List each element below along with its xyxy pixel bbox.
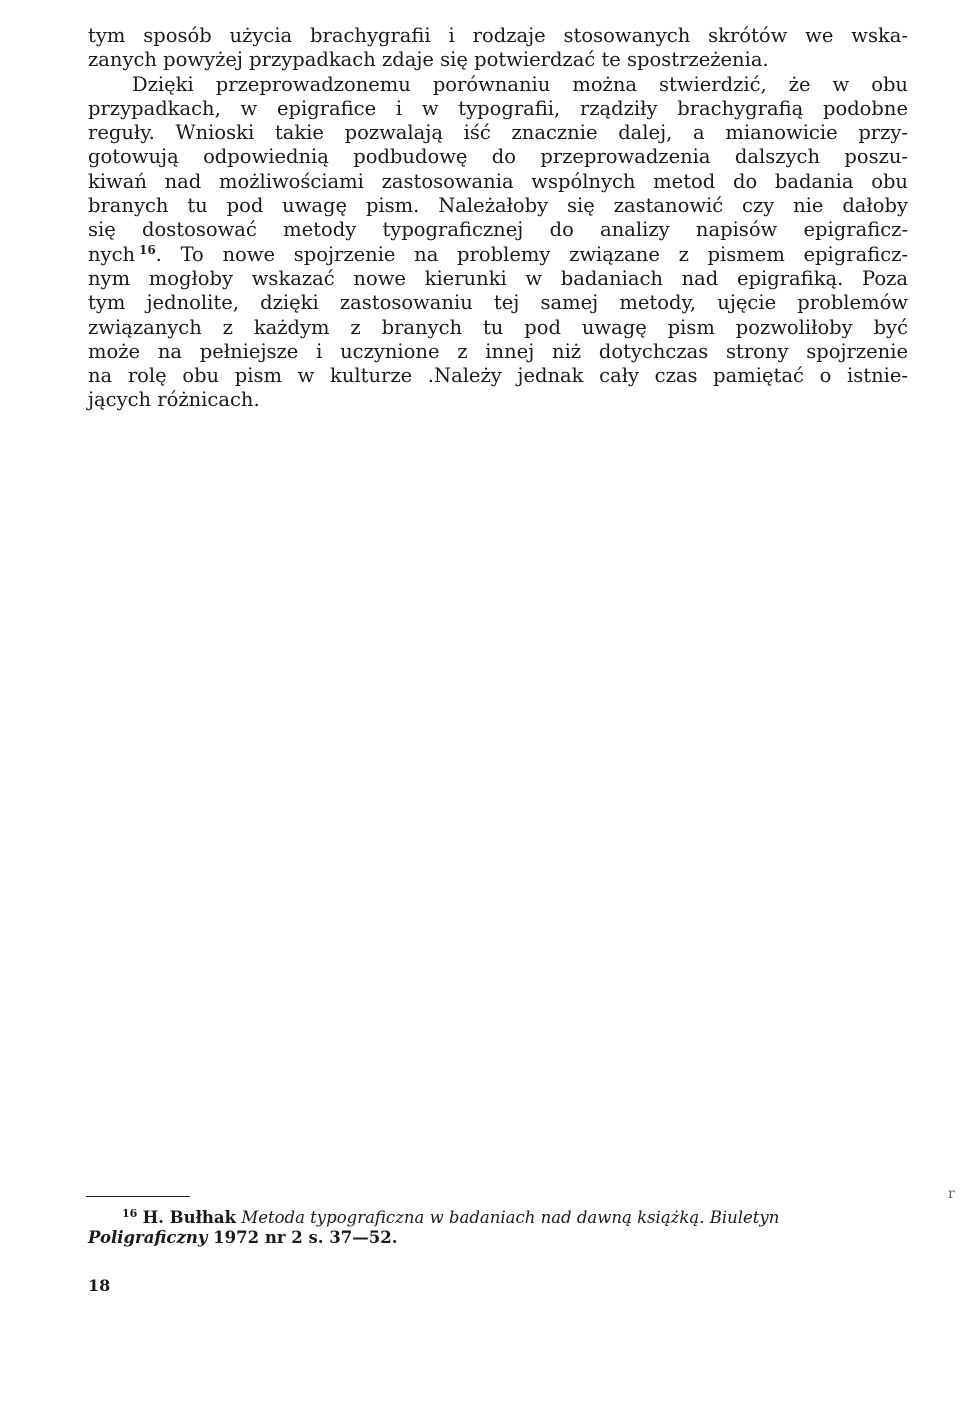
text-line: na rolę obu pism w kulturze .Należy jednak cały czas pamiętać o istnie-: [88, 364, 908, 388]
footnote-number: 16: [122, 1207, 138, 1220]
footnote: [88, 1208, 908, 1248]
text-line: jących różnicach.: [88, 388, 260, 412]
footnote-journal-continuation: Poligraficzny: [88, 1228, 214, 1247]
text-line: reguły. Wnioski takie pozwalają iść znacznie dalej, a mianowicie przy-: [88, 121, 908, 145]
text-line: tym jednolite, dzięki zastosowaniu tej samej metody, ujęcie problemów: [88, 291, 908, 315]
text-fragment: nych: [88, 242, 136, 266]
footnote-line-1: [88, 1208, 908, 1228]
text-line: może na pełniejsze i uczynione z innej niż dotychczas strony spojrzenie: [88, 339, 908, 363]
text-line: gotowują odpowiednią podbudowę do przeprowadzenia dalszych poszu-: [88, 145, 908, 169]
margin-mark: r: [948, 1186, 955, 1202]
text-line: się dostosować metody typograficznej do analizy napisów epigraficz-: [88, 218, 908, 242]
text-line-with-footnote: [88, 243, 908, 267]
text-line: tym sposób użycia brachygrafii i rodzaje stosowanych skrótów we wska-: [88, 24, 908, 47]
text-line: zanych powyżej przypadkach zdaje się potwierdzać te spostrzeżenia.: [88, 48, 769, 72]
text-line: Dzięki przeprowadzonemu porównaniu można stwierdzić, że w obu: [132, 72, 908, 96]
footnote-title: Metoda typograficzna w badaniach nad dawną książką.: [241, 1208, 705, 1227]
footnote-year-issue: 1972 nr 2 s. 37—52.: [213, 1228, 398, 1247]
text-fragment: . To nowe spojrzenie na problemy związane z pismem epigraficz-: [155, 242, 908, 266]
text-line: kiwań nad możliwościami zastosowania wspólnych metod do badania obu: [88, 169, 908, 193]
footnote-reference: 16: [138, 242, 156, 257]
text-line: nym mogłoby wskazać nowe kierunki w badaniach nad epigrafiką. Poza: [88, 266, 908, 290]
footnote-author: H. Bułhak: [142, 1208, 237, 1227]
text-line: branych tu pod uwagę pism. Należałoby się zastanowić czy nie dałoby: [88, 194, 908, 218]
footnote-divider: [86, 1196, 190, 1197]
text-line: przypadkach, w epigrafice i w typografii, rządziły brachygrafią podobne: [88, 96, 908, 120]
text-line: związanych z każdym z branych tu pod uwagę pism pozwoliłoby być: [88, 315, 908, 339]
footnote-journal: Biuletyn: [709, 1208, 780, 1227]
main-paragraph: [88, 24, 908, 413]
footnote-line-2: [88, 1228, 908, 1248]
page-number: 18: [88, 1276, 111, 1295]
